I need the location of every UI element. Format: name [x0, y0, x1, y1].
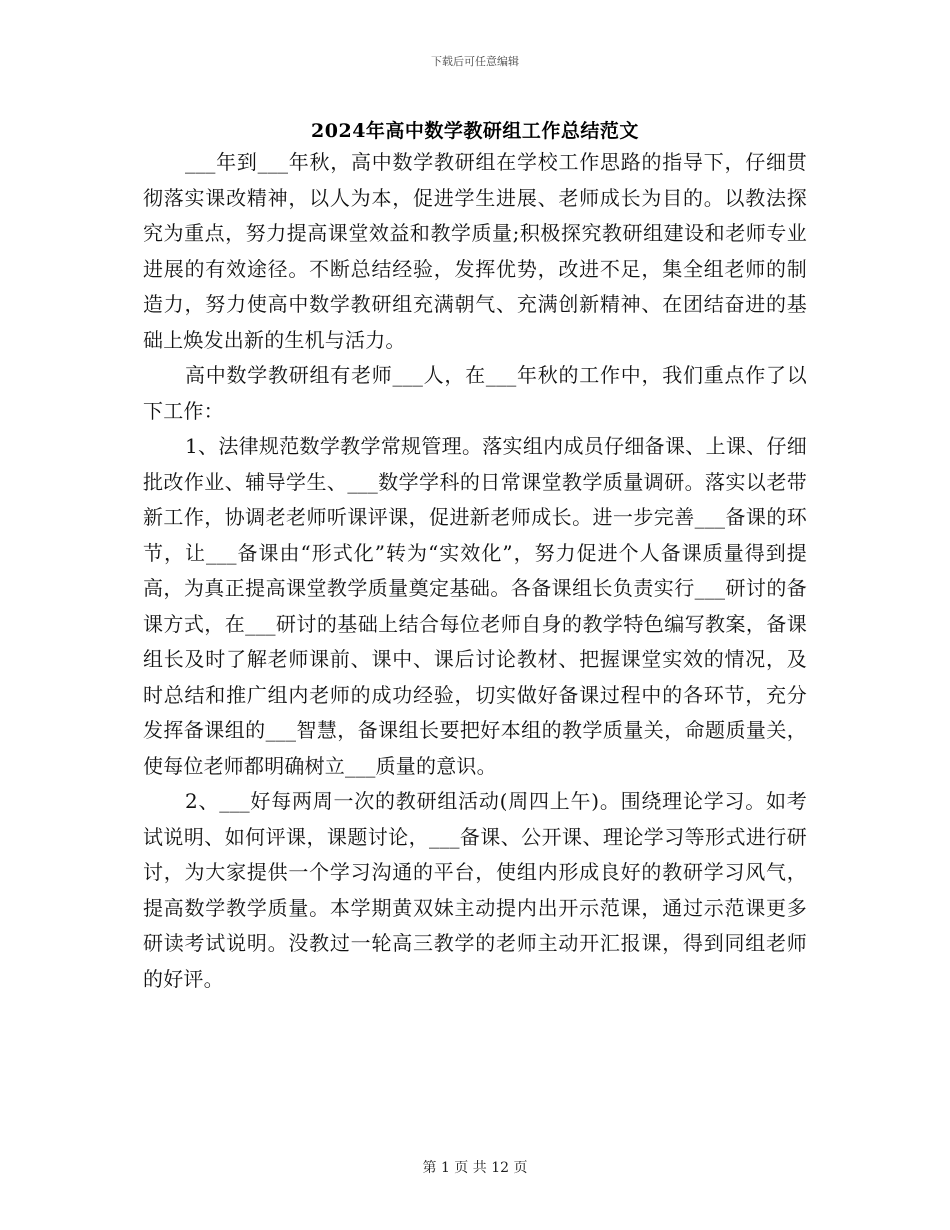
header-note: 下载后可任意编辑 — [431, 55, 519, 68]
paragraph-staff: 高中数学教研组有老师___人，在___年秋的工作中，我们重点作了以下工作： — [143, 363, 807, 423]
document-title: 2024年高中数学教研组工作总结范文 — [311, 120, 639, 142]
paragraph-item-1: 1、法律规范数学教学常规管理。落实组内成员仔细备课、上课、仔细批改作业、辅导学生、___数学学科的日常课堂教学质量调研。落实以老带新工作，协调老老师听课评课，促进新老师成长。进一步完善___备课的环节，让___备课由“形式化”转为“实效化”，努力促进个人备课质量得到提高，为真正提高课堂教学质量奠定基础。各备课组长负责实行___研讨的备课方式，在___研讨的基础上结合每位老师自身的教学特色编写教案，备课组长及时了解老师课前、课中、课后讨论教材、把握课堂实效的情况，及时总结和推广组内老师的成功经验，切实做好备课过程中的各环节，充分发挥备课组的___智慧，备课组长要把好本组的教学质量关，命题质量关，使每位老师都明确树立___质量的意识。 — [143, 434, 807, 778]
paragraph-item-2: 2、___好每两周一次的教研组活动(周四上午)。围绕理论学习。如考试说明、如何评课，课题讨论，___备课、公开课、理论学习等形式进行研讨，为大家提供一个学习沟通的平台，使组内形成良好的教研学习风气，提高数学教学质量。本学期黄双妹主动提内出开示范课，通过示范课更多研读考试说明。没教过一轮高三教学的老师主动开汇报课，得到同组老师的好评。 — [143, 789, 807, 991]
paragraph-intro: ___年到___年秋，高中数学教研组在学校工作思路的指导下，仔细贯彻落实课改精神，以人为本，促进学生进展、老师成长为目的。以教法探究为重点，努力提高课堂效益和教学质量;积极探究教研组建设和老师专业进展的有效途径。不断总结经验，发挥优势，改进不足，集全组老师的制造力，努力使高中数学教研组充满朝气、充满创新精神、在团结奋进的基础上焕发出新的生机与活力。 — [143, 150, 807, 352]
page-number: 第 1 页 共 12 页 — [422, 1160, 528, 1176]
document-body — [143, 145, 807, 997]
